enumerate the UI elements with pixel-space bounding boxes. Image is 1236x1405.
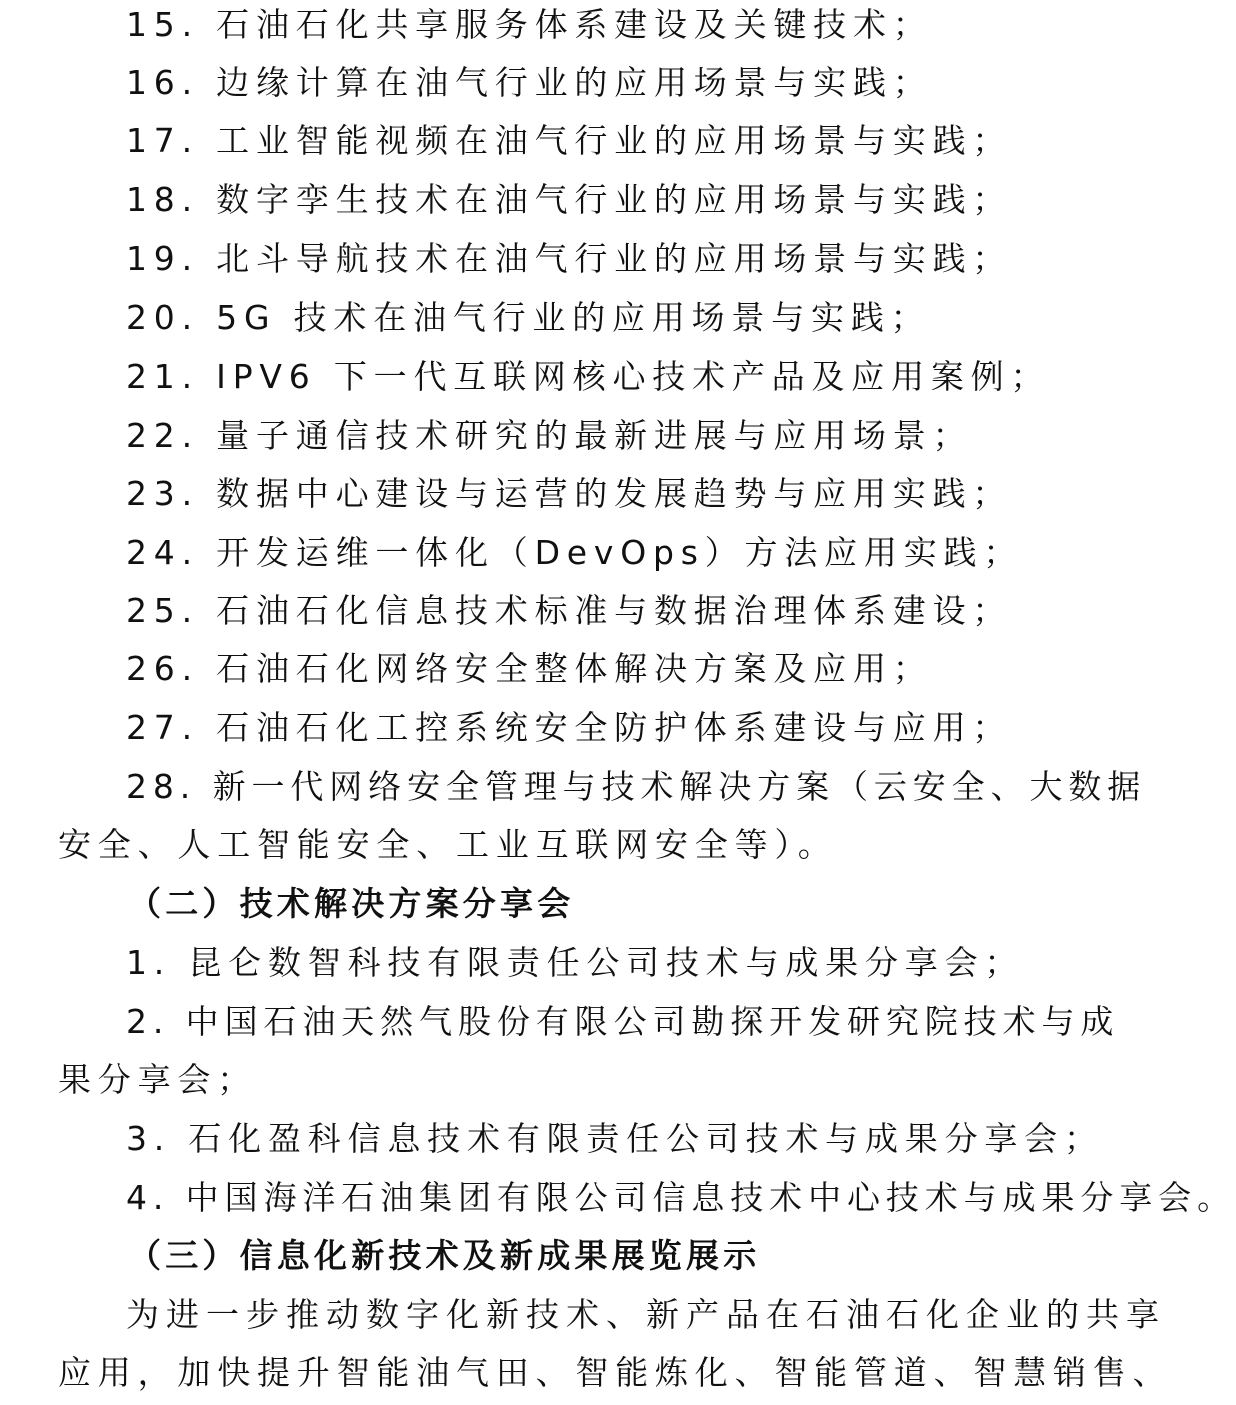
list-item-21: 21. IPV6 下一代互联网核心技术产品及应用案例；	[126, 357, 1051, 396]
list-item-19: 19. 北斗导航技术在油气行业的应用场景与实践；	[126, 239, 1013, 278]
list-item-b2-continuation: 果分享会；	[58, 1060, 257, 1099]
list-item-22: 22. 量子通信技术研究的最新进展与应用场景；	[126, 416, 973, 455]
section-heading-3: （三）信息化新技术及新成果展览展示	[128, 1236, 761, 1275]
paragraph-line-2: 应用，加快提升智能油气田、智能炼化、智能管道、智慧销售、	[58, 1353, 1173, 1392]
list-item-b3: 3. 石化盈科信息技术有限责任公司技术与成果分享会；	[126, 1119, 1104, 1158]
list-item-24: 24. 开发运维一体化（DevOps）方法应用实践；	[126, 533, 1024, 572]
list-item-28: 28. 新一代网络安全管理与技术解决方案（云安全、大数据	[126, 767, 1147, 806]
list-item-17: 17. 工业智能视频在油气行业的应用场景与实践；	[126, 121, 1013, 160]
list-item-b2: 2. 中国石油天然气股份有限公司勘探开发研究院技术与成	[126, 1002, 1120, 1041]
list-item-20: 20. 5G 技术在油气行业的应用场景与实践；	[126, 298, 931, 337]
list-item-15: 15. 石油石化共享服务体系建设及关键技术；	[126, 5, 933, 44]
list-item-23: 23. 数据中心建设与运营的发展趋势与应用实践；	[126, 474, 1013, 513]
list-item-26: 26. 石油石化网络安全整体解决方案及应用；	[126, 649, 933, 688]
list-item-28-continuation: 安全、人工智能安全、工业互联网安全等）。	[58, 825, 838, 864]
list-item-b4: 4. 中国海洋石油集团有限公司信息技术中心技术与成果分享会。	[126, 1178, 1236, 1217]
list-item-18: 18. 数字孪生技术在油气行业的应用场景与实践；	[126, 180, 1013, 219]
section-heading-2: （二）技术解决方案分享会	[128, 884, 575, 923]
list-item-16: 16. 边缘计算在油气行业的应用场景与实践；	[126, 63, 933, 102]
paragraph-line-1: 为进一步推动数字化新技术、新产品在石油石化企业的共享	[126, 1295, 1166, 1334]
list-item-27: 27. 石油石化工控系统安全防护体系建设与应用；	[126, 708, 1013, 747]
list-item-b1: 1. 昆仑数智科技有限责任公司技术与成果分享会；	[126, 943, 1025, 982]
list-item-25: 25. 石油石化信息技术标准与数据治理体系建设；	[126, 591, 1013, 630]
